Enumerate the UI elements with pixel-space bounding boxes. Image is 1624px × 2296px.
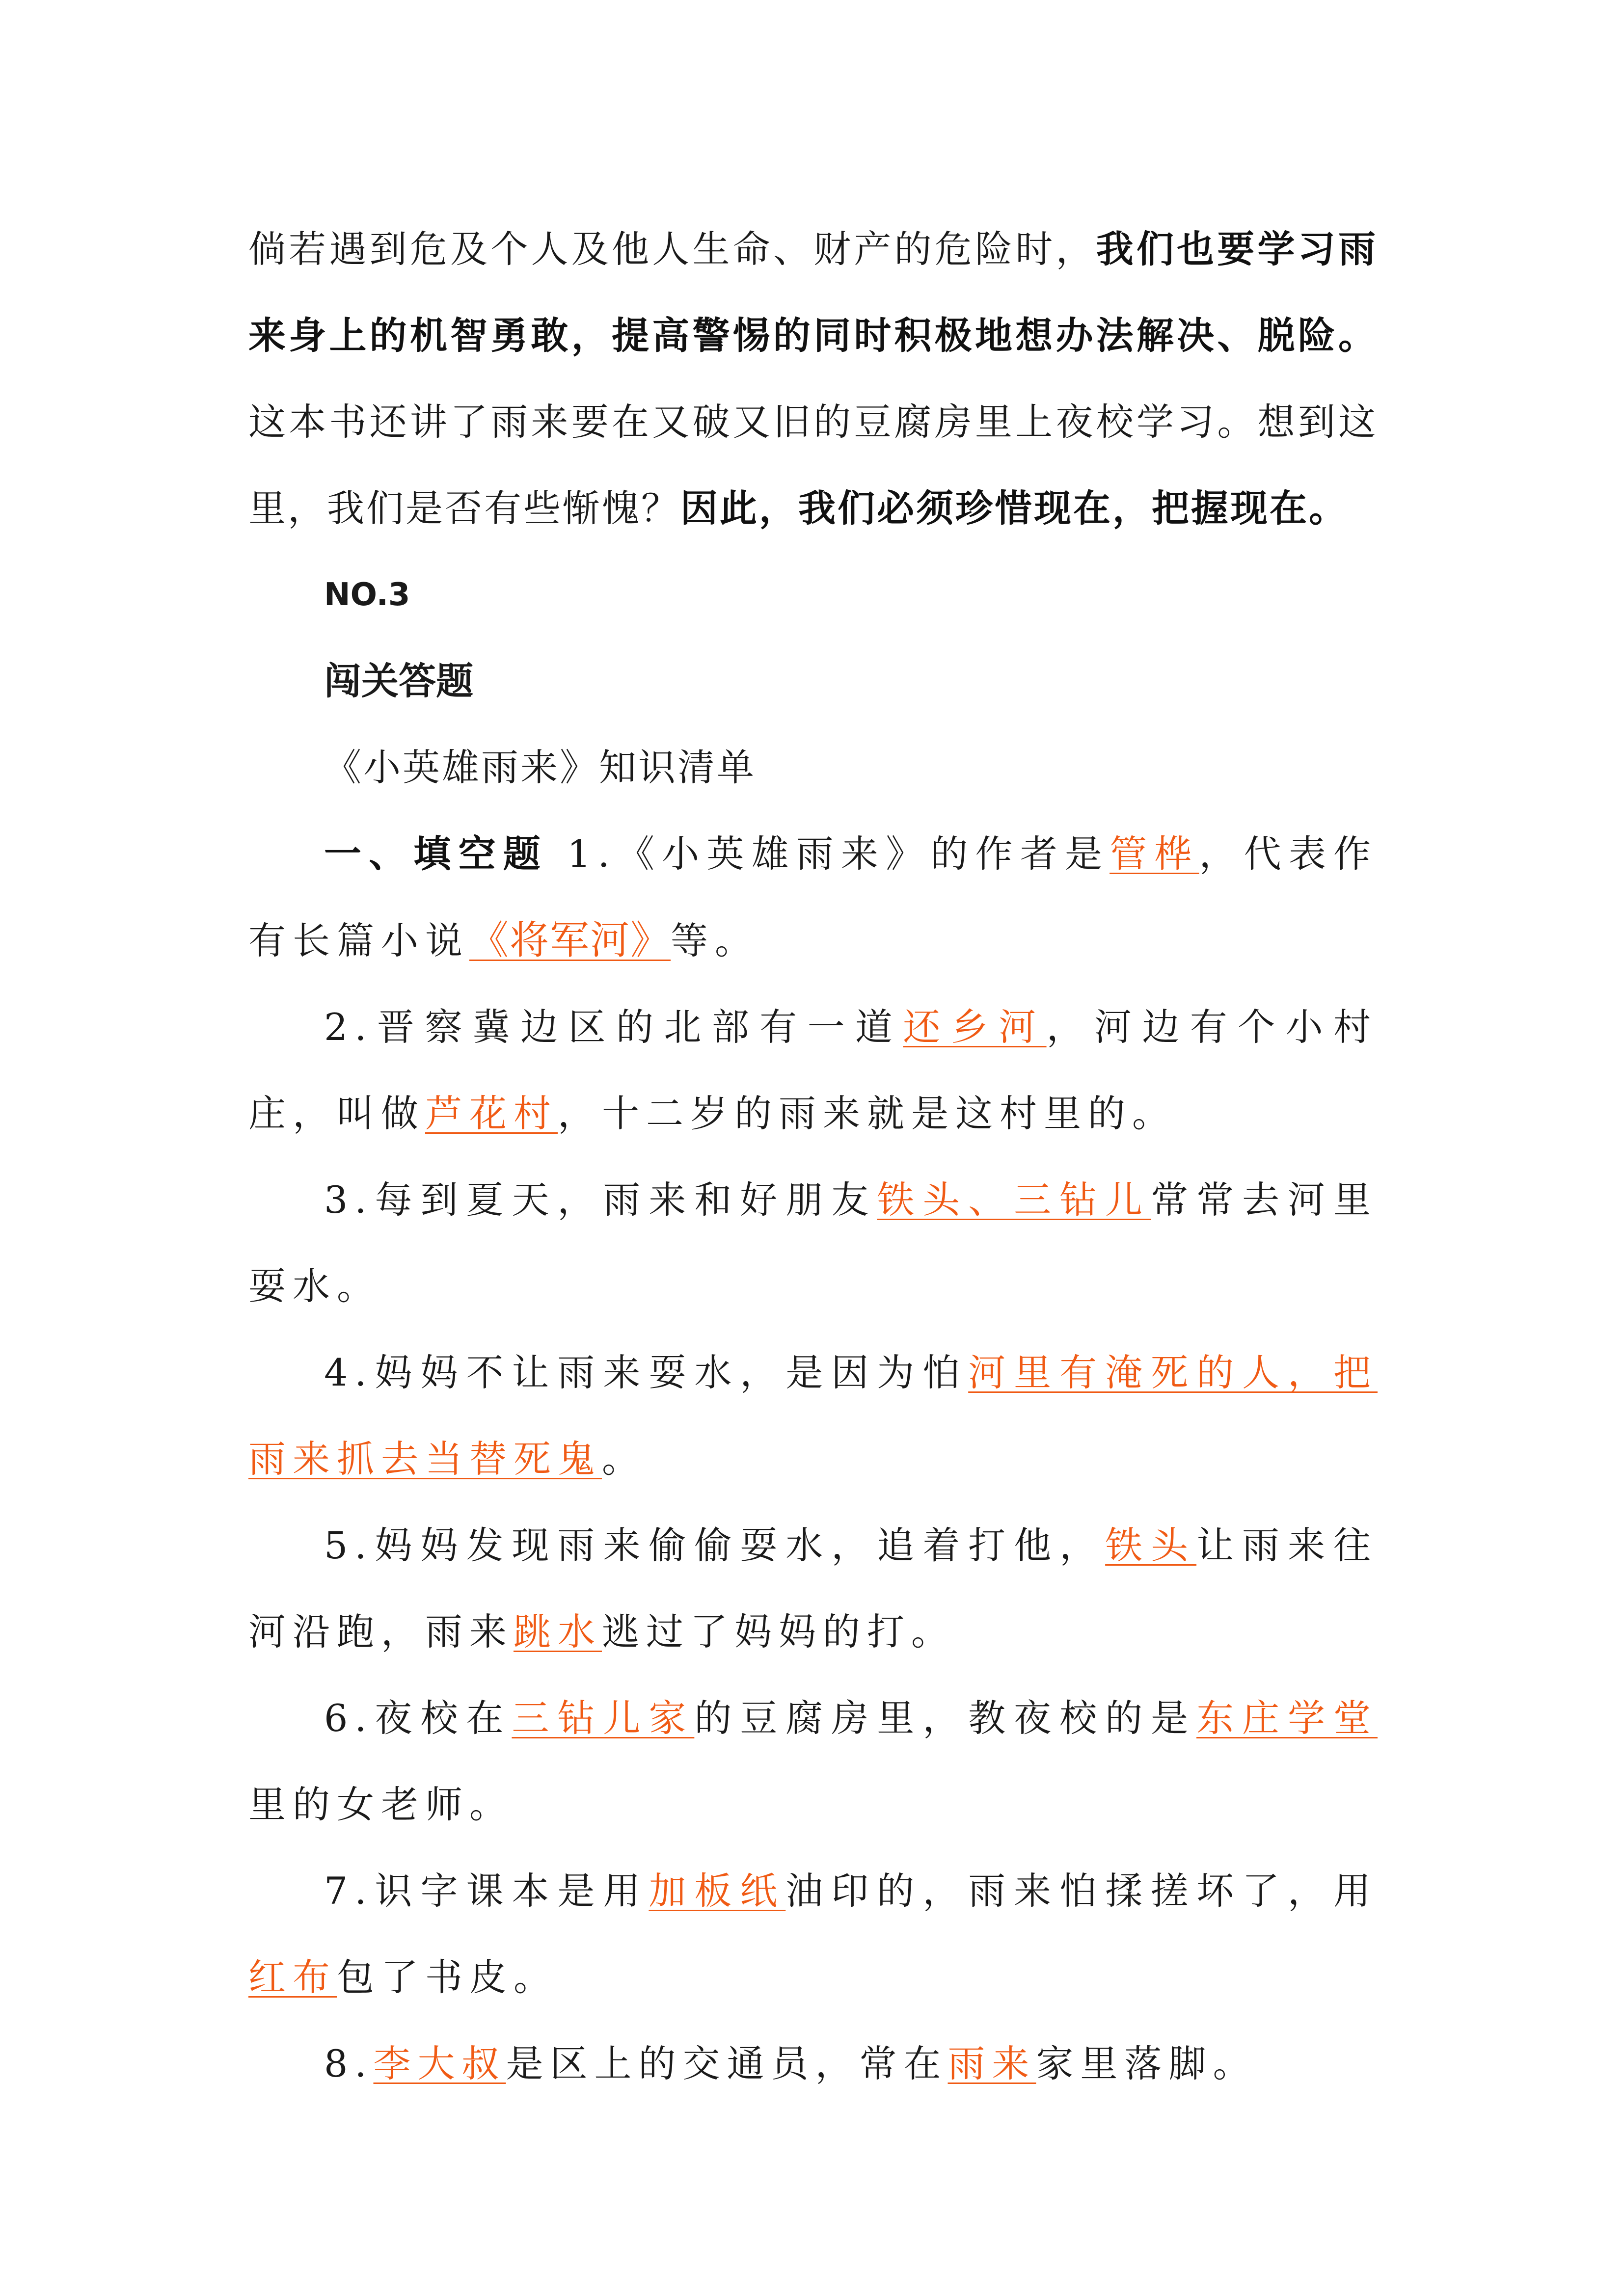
list-title: 《小英雄雨来》知识清单 (324, 746, 756, 789)
answer-river: 还乡河 (903, 1005, 1047, 1049)
intro-sentence-2-bold: 我们也要学习雨来身上的机智勇敢，提高警惕的同时积极地想办法解决、脱险。 (248, 227, 1378, 357)
answer-cloth: 红布 (248, 1955, 337, 1999)
question-text: 让雨来往河沿跑，雨来 (248, 1523, 1378, 1654)
answer-author: 管桦 (1110, 832, 1199, 876)
question-text: 油印的，雨来怕揉搓坏了，用 (785, 1869, 1378, 1913)
answer-friend: 铁头 (1105, 1523, 1197, 1567)
question-text: 1.《小英雄雨来》的作者是 (547, 832, 1110, 876)
question-text: ，代表作有长篇小说 (248, 832, 1378, 962)
answer-friends: 铁头、三钻儿 (877, 1178, 1151, 1222)
question-text: 6.夜校在 (324, 1696, 512, 1740)
question-text: 2.晋察冀边区的北部有一道 (324, 1005, 903, 1049)
answer-village: 芦花村 (425, 1092, 558, 1135)
question-text: 3.每到夏天，雨来和好朋友 (324, 1178, 877, 1222)
document-page (248, 206, 1378, 2107)
question-7 (248, 1848, 1378, 2021)
question-text: 等。 (671, 919, 759, 962)
question-6 (248, 1675, 1378, 1848)
question-3 (248, 1157, 1378, 1330)
answer-messenger: 李大叔 (373, 2042, 506, 2085)
question-text: 是区上的交通员，常在 (506, 2042, 948, 2085)
question-2 (248, 984, 1378, 1157)
question-number: 8. (324, 2042, 374, 2085)
answer-location: 三钻儿家 (512, 1696, 695, 1740)
question-type-label: 一、填空题 (324, 832, 548, 876)
intro-paragraph (248, 206, 1378, 552)
intro-sentence-4-bold: 因此，我们必须珍惜现在，把握现在。 (680, 486, 1348, 530)
question-text: ，十二岁的雨来就是这村里的。 (558, 1092, 1176, 1135)
question-1 (248, 811, 1378, 984)
question-4 (248, 1330, 1378, 1502)
intro-sentence-1: 倘若遇到危及个人及他人生命、财产的危险时， (248, 227, 1096, 271)
section-title: 闯关答题 (324, 659, 473, 703)
question-text: 逃过了妈妈的打。 (602, 1610, 955, 1654)
section-number: NO.3 (324, 577, 410, 613)
question-5 (248, 1502, 1378, 1675)
question-text: ，河边有个小村庄，叫做 (248, 1005, 1378, 1135)
question-text: 。 (602, 1437, 646, 1481)
question-text: 7.识字课本是用 (324, 1869, 649, 1913)
question-text: 家里落脚。 (1036, 2042, 1257, 2085)
question-text: 的豆腐房里，教夜校的是 (694, 1696, 1197, 1740)
question-text: 里的女老师。 (248, 1783, 514, 1826)
answer-reason: 河里有淹死的人，把雨来抓去当替死鬼 (248, 1351, 1378, 1481)
answer-novel: 《将军河》 (469, 917, 671, 963)
question-text: 常常去河里耍水。 (248, 1178, 1378, 1308)
question-text: 4.妈妈不让雨来耍水，是因为怕 (324, 1351, 969, 1394)
question-text: 5.妈妈发现雨来偷偷耍水，追着打他， (324, 1523, 1106, 1567)
question-8 (248, 2021, 1378, 2107)
answer-escape: 跳水 (514, 1610, 602, 1654)
intro-sentence-3: 这本书还讲了雨来要在又破又旧的豆腐房里上夜校学习。想到这里，我们是否有些惭愧？ (248, 400, 1378, 530)
answer-paper: 加板纸 (649, 1869, 786, 1913)
question-text: 包了书皮。 (337, 1955, 558, 1999)
answer-school: 东庄学堂 (1196, 1696, 1378, 1740)
answer-home: 雨来 (947, 2042, 1036, 2085)
